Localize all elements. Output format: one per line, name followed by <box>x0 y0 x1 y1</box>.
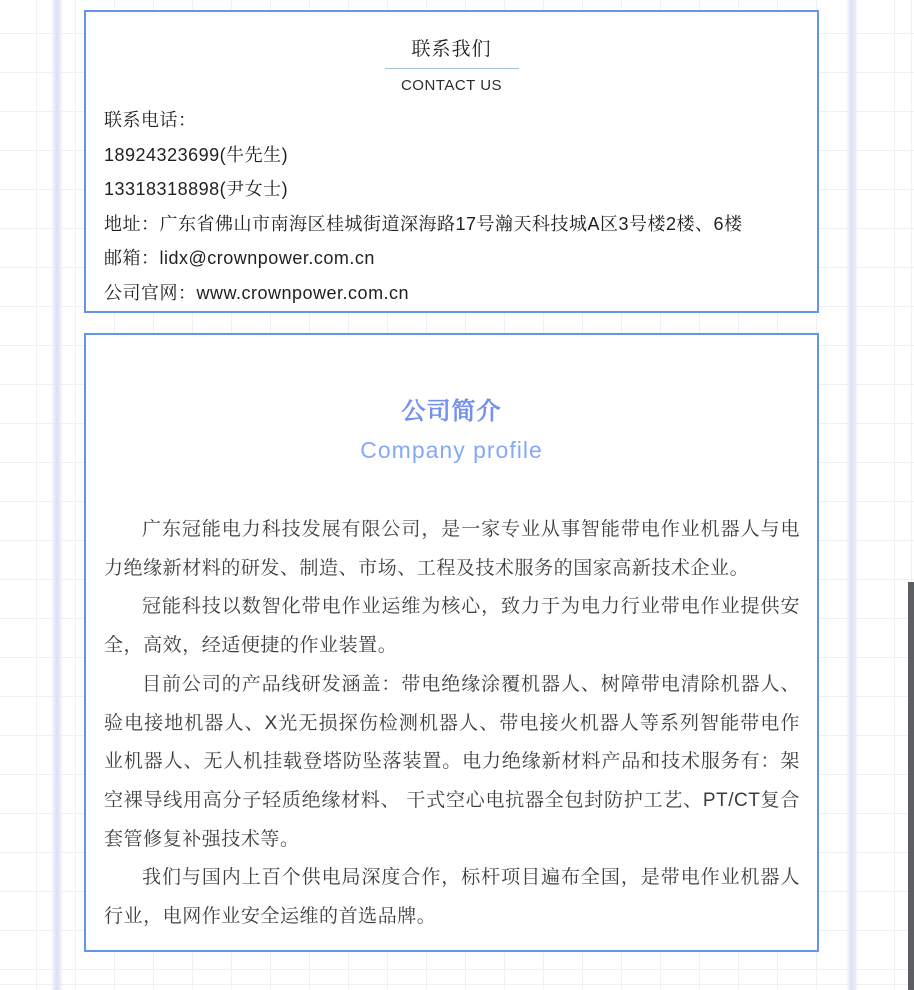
profile-paragraph-1: 广东冠能电力科技发展有限公司，是一家专业从事智能带电作业机器人与电力绝缘新材料的研发、制造、市场、工程及技术服务的国家高新技术企业。 <box>104 519 800 579</box>
profile-paragraphs <box>86 464 817 937</box>
profile-card-title: 公司简介 <box>401 398 502 425</box>
contact-address: 地址：广东省佛山市南海区桂城街道深海路17号瀚天科技城A区3号楼2楼、6楼 <box>104 213 743 234</box>
contact-title-underline <box>385 68 519 69</box>
background-grid-stripe-right <box>846 0 858 990</box>
contact-website: 公司官网：www.crownpower.com.cn <box>104 282 410 303</box>
profile-paragraph-4: 我们与国内上百个供电局深度合作，标杆项目遍布全国，是带电作业机器人行业，电网作业安全运维的首选品牌。 <box>104 867 800 928</box>
company-profile-card <box>84 333 819 952</box>
contact-card-subtitle: CONTACT US <box>400 77 503 94</box>
profile-card-subtitle: Company profile <box>360 437 543 463</box>
contact-card-title: 联系我们 <box>411 39 492 60</box>
contact-card <box>84 10 819 313</box>
contact-phone-1: 18924323699(牛先生) <box>104 144 289 165</box>
contact-phone-label: 联系电话： <box>104 110 197 130</box>
profile-paragraph-3: 目前公司的产品线研发涵盖：带电绝缘涂覆机器人、树障带电清除机器人、验电接地机器人、X光无损探伤检测机器人、带电接火机器人等系列智能带电作业机器人、无人机挂载登塔防坠落装置。电力绝缘新材料产品和技术服务有：架空裸导线用高分子轻质绝缘材料、 干式空心电抗器全包封防护工艺、PT/CT复合套管修复补强技术等。 <box>104 673 800 850</box>
contact-email: 邮箱：lidx@crownpower.com.cn <box>104 248 375 269</box>
background-grid-stripe-left <box>51 0 63 990</box>
contact-info-list <box>86 96 817 311</box>
profile-paragraph-2: 冠能科技以数智化带电作业运维为核心，致力于为电力行业带电作业提供安全，高效，经适便捷的作业装置。 <box>104 596 800 657</box>
contact-phone-2: 13318318898(尹女士) <box>104 179 289 200</box>
vertical-scrollbar-thumb[interactable] <box>908 582 914 990</box>
